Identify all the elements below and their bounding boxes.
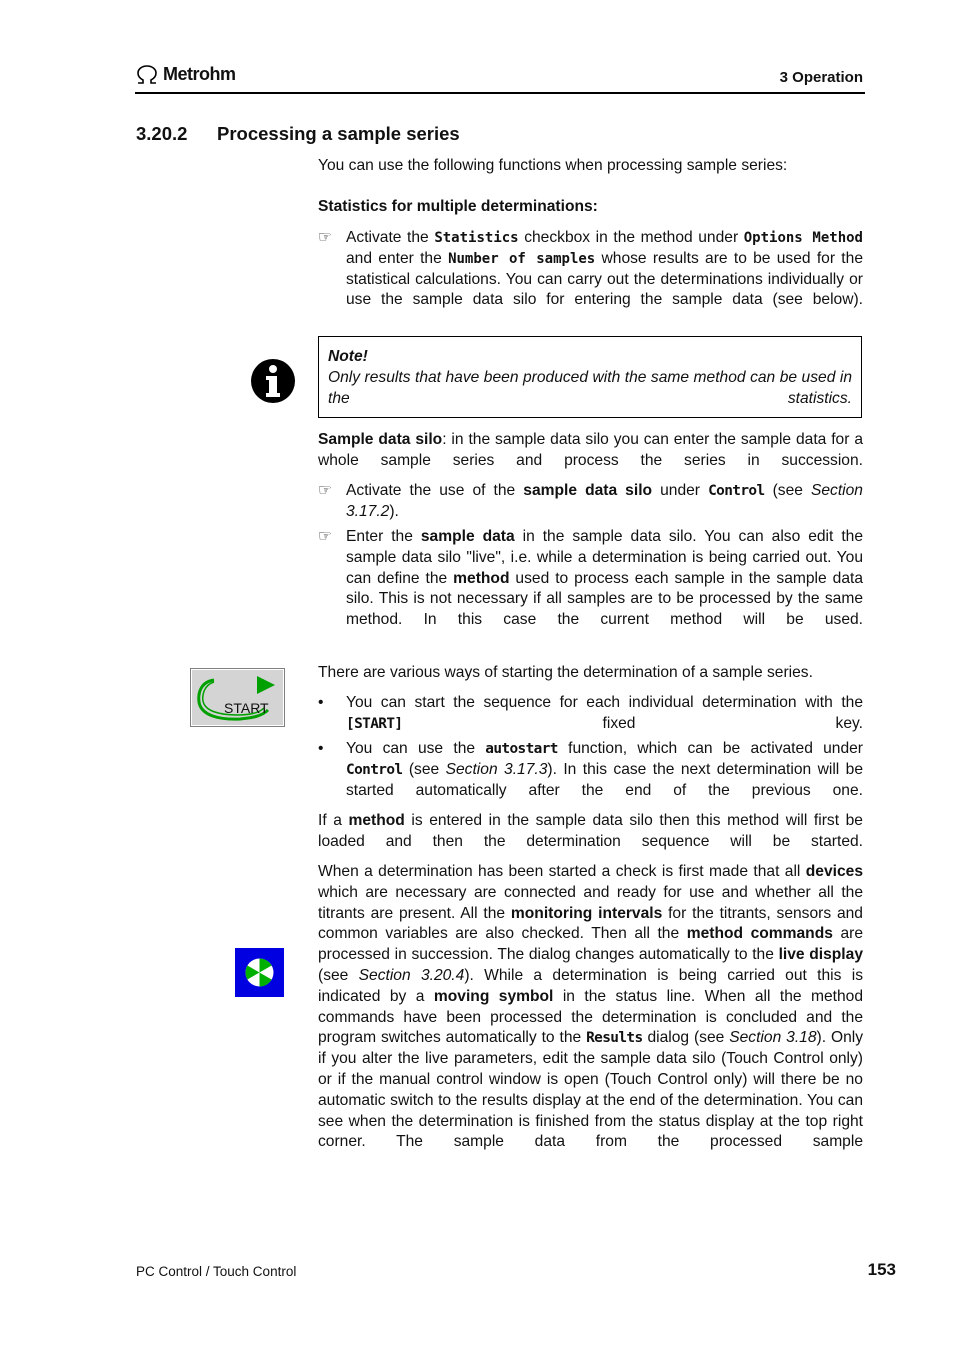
section-title: Processing a sample series xyxy=(217,123,460,144)
statistics-step-text: Activate the Statistics checkbox in the method under Options Method and enter the Number of samples whose results are to be used for the statistical calculations. You can carry out the determinations individually or use the sample data silo for entering the sample data (see below). xyxy=(346,229,863,309)
intro-text: You can use the following functions when processing sample series: xyxy=(318,157,788,174)
pointing-hand-icon: ☞ xyxy=(318,528,332,545)
intro-paragraph xyxy=(318,156,863,177)
brand-name: Metrohm xyxy=(163,64,236,84)
omega-logo-icon xyxy=(135,65,159,85)
page-number: 153 xyxy=(867,1260,896,1279)
control-ref: Control xyxy=(346,761,403,778)
statistics-heading: Statistics for multiple determinations: xyxy=(318,198,598,215)
silo-paragraph: Sample data silo: in the sample data silo you can enter the sample data for a whole sample series and process the series in succession. xyxy=(318,431,863,469)
determination-paragraph: When a determination has been started a check is first made that all devices which are necessary are connected and ready for use and whether all the titrants are present. All the monitoring intervals for the titrants, sensors and common variables are also checked. Then all the method commands are processed in succession. The dialog changes automatically to the live display (see Section 3.20.4). While a determination is being carried out this is indicated by a moving symbol in the status line. When all the method commands have been processed the determination is concluded and the program switches automatically to the Results dialog (see Section 3.18). Only if you alter the live parameters, edit the sample data silo (Touch Control only) or if the manual control window is open (Touch Control only) will there be no automatic switch to the results display at the end of the determination. You can see when the determination is finished from the status display at the top right corner. The sample data from the processed sample xyxy=(318,863,864,1151)
statistics-checkbox-ref: Statistics xyxy=(434,230,519,246)
start-key-label: START xyxy=(224,700,269,716)
silo-step-enter: ☞ Enter the sample data in the sample data silo. You can also edit the sample data silo "live", i.e. while a determination is being carried out. You can define the method used to process each sample in the sample data silo. This is not necessary if all samples are to be processed by the same method. In this case the current method will be used. xyxy=(318,528,863,629)
method-paragraph: If a method is entered in the sample data silo then this method will first be loaded and then the determination sequence will be started. xyxy=(318,812,863,850)
statistics-step xyxy=(318,228,863,332)
section-reference: Section 3.17.2 xyxy=(346,482,863,520)
chapter-title: 3 Operation xyxy=(779,69,863,86)
start-key-bullet: • You can start the sequence for each individual determination with the [START] fixed key. xyxy=(318,694,863,732)
note-text: Only results that have been produced with the same method can be used in the statistics. xyxy=(328,368,852,407)
silo-term: Sample data silo xyxy=(318,431,443,448)
results-dialog-ref: Results xyxy=(586,1030,643,1047)
options-method-ref: Options Method xyxy=(743,230,863,246)
brand-logo xyxy=(135,64,236,85)
bullet-dot: • xyxy=(318,740,324,757)
section-reference: Section 3.17.3 xyxy=(445,760,548,778)
section-number: 3.20.2 xyxy=(136,123,188,144)
pointing-hand-icon: ☞ xyxy=(318,482,332,499)
section-reference: Section 3.20.4 xyxy=(358,966,465,984)
pointing-hand-icon: ☞ xyxy=(318,229,332,246)
section-reference: Section 3.18 xyxy=(729,1029,817,1047)
control-ref: Control xyxy=(708,483,765,499)
number-of-samples-ref: Number of samples xyxy=(448,250,596,267)
silo-step-activate: ☞ Activate the use of the sample data silo under Control (see Section 3.17.2). xyxy=(318,482,863,520)
footer-product: PC Control / Touch Control xyxy=(136,1264,297,1279)
bullet-dot: • xyxy=(318,694,324,711)
autostart-bullet: • You can use the autostart function, which can be activated under Control (see Section 3.17.3). In this case the next determination will be started automatically after the end of the previous one. xyxy=(318,740,864,799)
start-key-image xyxy=(190,668,285,727)
start-key-ref: [START] xyxy=(346,715,403,732)
moving-symbol-icon xyxy=(235,948,284,997)
section-heading xyxy=(136,123,460,145)
starting-intro: There are various ways of starting the determination of a sample series. xyxy=(318,664,813,681)
info-icon xyxy=(250,358,296,404)
note-title: Note! xyxy=(328,348,368,365)
autostart-ref: autostart xyxy=(485,741,558,757)
page-header xyxy=(135,62,865,94)
note-box xyxy=(318,336,862,418)
